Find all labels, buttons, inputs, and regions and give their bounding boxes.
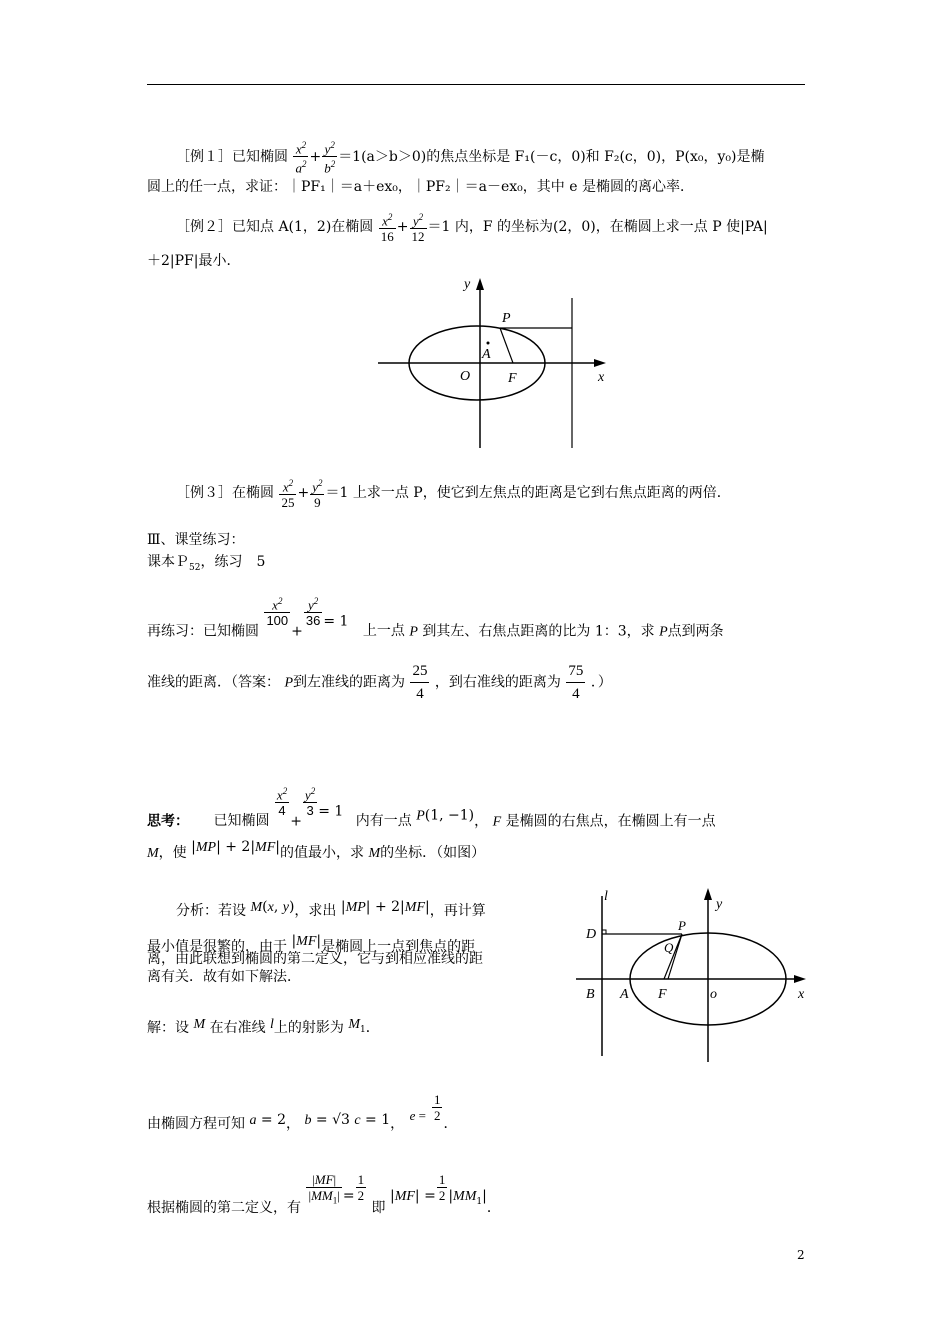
example-2-line-1: ［例２］已知点 A(1，2)在椭圆 $\frac{x^2}{16}$ + $\frac{y^2}{12}$ ＝1 内，F 的坐标为(2，0)，在椭圆上求一点 P 使|PA| <box>176 212 768 245</box>
textbook-exercise <box>147 553 265 577</box>
think-text-d: 是椭圆的右焦点，在椭圆上有一点 <box>505 813 716 830</box>
segment-pf <box>500 328 513 363</box>
point-a-dot <box>487 342 490 345</box>
definition-text-b: 即 <box>371 1200 386 1216</box>
label-o: O <box>460 369 471 384</box>
equation-end: ． <box>443 1116 458 1132</box>
fraction-x2-16: $\frac{x^2}{16}$ <box>380 212 394 245</box>
header-rule <box>147 84 805 85</box>
textbook-page: 52 <box>189 562 201 573</box>
think-text-g: 的坐标．（如图） <box>380 845 486 861</box>
think-line-2: M，使 |MP| + 2|MF|的值最小，求 M的坐标．（如图） <box>147 839 486 861</box>
equation-sep-1: ， <box>286 1116 300 1132</box>
analysis-text-l2b: 是椭圆上一点到焦点的距 <box>321 939 476 955</box>
fraction-one-half: $\frac{1}{2}$ <box>433 1092 441 1123</box>
answer-right: ，到右准线的距离为 <box>434 674 561 691</box>
label-b: B <box>586 987 595 1002</box>
definition-line: 根据椭圆的第二定义，有 $\frac{|MF|}{|MM_1|}$ = $\frac{1}{2}$ 即 |MF| = $\frac{1}{2}$ $|MM_1|$． <box>147 1172 501 1216</box>
fraction-y2-b2: $\frac{y^2}{b^2}$ <box>324 140 336 176</box>
analysis-text-a: 分析：若设 <box>176 903 246 919</box>
label-l: l <box>604 889 608 904</box>
answer-1-num: 25 <box>410 660 429 683</box>
example-3-label: ［例３］在椭圆 <box>176 485 274 502</box>
answer-intro: 准线的距离．（答案： <box>147 674 280 691</box>
practice-line-1: 再练习：已知椭圆 $\frac{x^2}{100}$ + $\frac{y^2}{36}$ = 1 上一点 P 到其左、右焦点距离的比为 1：3，求 P点到两条 <box>147 596 724 640</box>
analysis-text-b: ，求出 <box>294 903 337 919</box>
fraction-y2-12: $\frac{y^2}{12}$ <box>411 212 425 245</box>
practice-text-3: 点到两条 <box>667 623 724 640</box>
analysis-text-c: ，再计算 <box>429 903 486 919</box>
equation-sep-2: ， <box>390 1116 405 1132</box>
label-d: D <box>586 927 597 942</box>
answer-fraction-1 <box>410 660 429 705</box>
example-2-line-2: ＋2|PF|最小． <box>147 253 241 269</box>
label-f: F <box>508 371 517 386</box>
fraction-x2-a2: $\frac{x^2}{a^2}$ <box>295 140 307 176</box>
analysis-text-l2a: 最小值是很繁的．由于 <box>147 939 287 955</box>
think-text-c: ， <box>474 813 489 830</box>
think-text-b: 内有一点 <box>355 813 412 830</box>
think-text-e: ，使 <box>158 845 187 861</box>
example-1-line-2: 圆上的任一点，求证：｜PF₁｜＝a＋ex₀，｜PF₂｜＝a－ex₀，其中 e 是椭圆的离心率． <box>147 179 694 195</box>
x-axis-arrow <box>794 975 806 983</box>
label-x: x <box>798 987 805 1002</box>
x-axis-arrow <box>594 359 606 367</box>
solution-text-d: ． <box>365 1020 380 1036</box>
answer-2-num: 75 <box>566 660 585 683</box>
answer-left: 到左准线的距离为 <box>293 674 406 691</box>
example-1-label: ［例１］已知椭圆 <box>176 148 288 165</box>
textbook-label: 课本Ｐ <box>147 554 189 570</box>
fraction-x2-25: $\frac{x^2}{25}$ <box>281 478 295 511</box>
analysis-line-3: 离，由此联想到椭圆的第二定义，它与到相应准线的距 <box>147 951 483 967</box>
equation-line: 由椭圆方程可知 a = 2， b = √3 c = 1， e = $\frac{1}{2}$ ． <box>147 1092 458 1132</box>
example-3-text: ＝1 上求一点 P，使它到左焦点的距离是它到右焦点距离的两倍． <box>325 485 731 502</box>
fraction-half-1: $\frac{1}{2}$ <box>357 1172 365 1203</box>
solution-text-a: 解：设 <box>147 1020 189 1036</box>
practice-label: 再练习：已知椭圆 <box>147 623 259 640</box>
label-q: Q <box>664 940 674 955</box>
fraction-x2-4: $\frac{x^2}{4}$ <box>276 786 288 819</box>
fraction-y2-3: $\frac{y^2}{3}$ <box>304 786 316 819</box>
label-y: y <box>716 897 723 912</box>
think-line-1: 思考： 已知椭圆 $\frac{x^2}{4}$ + $\frac{y^2}{3}$ = 1 内有一点 P(1, −1)， F 是椭圆的右焦点，在椭圆上有一点 <box>147 786 716 830</box>
equation-text-a: 由椭圆方程可知 <box>147 1116 245 1132</box>
practice-text-1: 上一点 <box>362 623 405 640</box>
fraction-half-2: $\frac{1}{2}$ <box>438 1172 446 1203</box>
practice-line-2: 准线的距离．（答案： P到左准线的距离为 $\frac{25}{4}$ ，到右准线的距离为 $\frac{75}{4}$ ．） <box>147 660 612 705</box>
fraction-y2-9: $\frac{y^2}{9}$ <box>312 478 323 511</box>
answer-1-den: 4 <box>416 686 424 702</box>
think-label: 思考： <box>147 813 189 830</box>
label-f: F <box>658 987 667 1002</box>
example-2-label: ［例２］已知点 A(1，2)在椭圆 <box>176 219 374 236</box>
label-a: A <box>620 987 629 1002</box>
analysis-line-4: 离有关．故有如下解法． <box>147 969 301 985</box>
page-number: 2 <box>797 1248 805 1262</box>
fraction-e: e = <box>409 1107 426 1123</box>
solution-text-c: 上的射影为 <box>273 1020 344 1036</box>
solution-line: 解：设 M 在右准线 l上的射影为 M1． <box>147 1017 380 1036</box>
think-text-f: 的值最小，求 <box>279 845 364 861</box>
section-heading: Ⅲ、课堂练习： <box>147 532 245 548</box>
label-x: x <box>598 370 605 385</box>
label-a: A <box>482 347 491 362</box>
solution-text-b: 在右准线 <box>209 1020 266 1036</box>
answer-end: ．） <box>590 674 612 691</box>
definition-end: ． <box>486 1200 501 1216</box>
practice-text-2: 到其左、右焦点距离的比为 1：3，求 <box>422 623 655 640</box>
fraction-mf-mm1: $\frac{|MF|}{|MM_1|}$ <box>308 1172 340 1206</box>
label-o: o <box>710 987 717 1002</box>
textbook-rest: ，练习 5 <box>200 554 266 570</box>
answer-2-den: 4 <box>572 686 580 702</box>
label-y: y <box>464 277 471 292</box>
example-1-line-1: ［例１］已知椭圆 $\frac{x^2}{a^2}$ + $\frac{y^2}{b^2}$ ＝1(a＞b＞0)的焦点坐标是 F₁(－c，0)和 F₂(c，0)，P(x₀，y₀)是椭 <box>176 140 765 176</box>
definition-text-a: 根据椭圆的第二定义，有 <box>147 1200 301 1216</box>
label-p: P <box>678 918 686 933</box>
answer-fraction-2 <box>566 660 585 705</box>
ellipse-figure-2 <box>576 884 816 1064</box>
analysis-line-2: 最小值是很繁的．由于 |MF|是椭圆上一点到焦点的距 <box>147 933 476 955</box>
fraction-x2-100: $\frac{x^2}{100}$ <box>266 596 289 629</box>
example-2-text: ＝1 内，F 的坐标为(2，0)，在椭圆上求一点 P 使|PA| <box>427 219 768 236</box>
label-p: P <box>502 311 511 326</box>
fraction-y2-36: $\frac{y^2}{36}$ <box>305 596 321 629</box>
ellipse-figure-1 <box>376 272 610 450</box>
y-axis-arrow <box>704 888 712 900</box>
analysis-line-1: 分析：若设 M(x, y)，求出 |MP| + 2|MF|，再计算 <box>176 899 486 919</box>
think-text-a: 已知椭圆 <box>213 813 270 830</box>
y-axis-arrow <box>476 278 484 290</box>
example-3-line: ［例３］在椭圆 $\frac{x^2}{25}$ + $\frac{y^2}{9}$ ＝1 上求一点 P，使它到左焦点的距离是它到右焦点距离的两倍． <box>176 478 731 511</box>
example-1-text: ＝1(a＞b＞0)的焦点坐标是 F₁(－c，0)和 F₂(c，0)，P(x₀，y₀)是椭 <box>338 148 765 165</box>
